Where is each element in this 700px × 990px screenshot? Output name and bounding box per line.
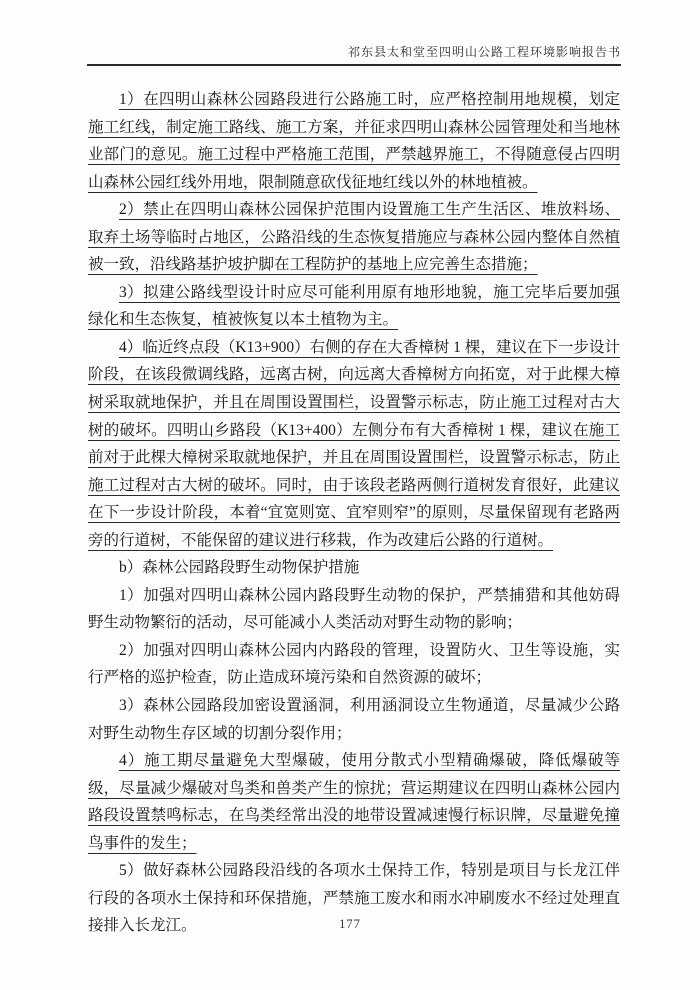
paragraph: 1）加强对四明山森林公园内路段野生动物的保护，严禁捕猎和其他妨碍野生动物繁衍的活动，尽可能减小人类活动对野生动物的影响；	[88, 586, 620, 632]
paragraph: 5）做好森林公园路段沿线的各项水土保持工作，特别是项目与长龙江伴行段的各项水土保持和环保措施，严禁施工废水和雨水冲刷废水不经过处理直接排入长龙江。	[88, 862, 620, 935]
paragraph: 1）在四明山森林公园路段进行公路施工时，应严格控制用地规模，划定施工红线，制定施工路线、施工方案，并征求四明山森林公园管理处和当地林业部门的意见。施工过程中严格施工范围，严禁越界施工，不得随意侵占四明山森林公园红线外用地，限制随意砍伐征地红线以外的林地植被。	[88, 91, 620, 191]
paragraph: 4）施工期尽量避免大型爆破，使用分散式小型精确爆破，降低爆破等级，尽量减少爆破对鸟类和兽类产生的惊扰；营运期建议在四明山森林公园内路段设置禁鸣标志，在鸟类经常出没的地带设置减速慢行标识牌，尽量避免撞鸟事件的发生；	[88, 752, 620, 852]
paragraph: 4）临近终点段（K13+900）右侧的存在大香樟树 1 棵，建议在下一步设计阶段，在该段微调线路，远离古树，向远离大香樟树方向拓宽，对于此棵大樟树采取就地保护，并且在周围设置围栏，设置警示标志，防止施工过程对古大树的破坏。四明山乡路段（K13+400）左侧分布有大香樟树 1 棵，建议在施工前对于此棵大樟树采取就地保护，并且在周围设置围栏，设置警示标志，防止施工过程对古大树的破坏。同时，由于该段老路两侧行道树发育很好，此建议在下一步设计阶段，本着“宜宽则宽、宜窄则窄”的原则，尽量保留现有老路两旁的行道树，不能保留的建议进行移栽，作为改建后公路的行道树。	[88, 338, 620, 549]
header-rule	[87, 64, 621, 66]
paragraph: 2）禁止在四明山森林公园保护范围内设置施工生产生活区、堆放料场、取弃土场等临时占地区，公路沿线的生态恢复措施应与森林公园内整体自然植被一致，沿线路基护坡护脚在工程防护的基地上应完善生态措施；	[88, 201, 620, 274]
paragraph: 2）加强对四明山森林公园内内路段的管理，设置防火、卫生等设施，实行严格的巡护检查，防止造成环境污染和自然资源的破坏；	[88, 641, 620, 687]
header-title: 祁东县太和堂至四明山公路工程环境影响报告书	[347, 45, 621, 59]
page-header	[87, 0, 621, 66]
paragraph: b）森林公园路段野生动物保护措施	[119, 559, 360, 577]
paragraph: 3）森林公园路段加密设置涵洞，利用涵洞设立生物通道，尽量减少公路对野生动物生存区域的切割分裂作用；	[88, 697, 620, 742]
page-number: 177	[339, 917, 361, 931]
document-body	[88, 86, 620, 940]
page-footer	[0, 915, 700, 933]
paragraph: 3）拟建公路线型设计时应尽可能利用原有地形地貌，施工完毕后要加强绿化和生态恢复，植被恢复以本土植物为主。	[88, 283, 620, 329]
